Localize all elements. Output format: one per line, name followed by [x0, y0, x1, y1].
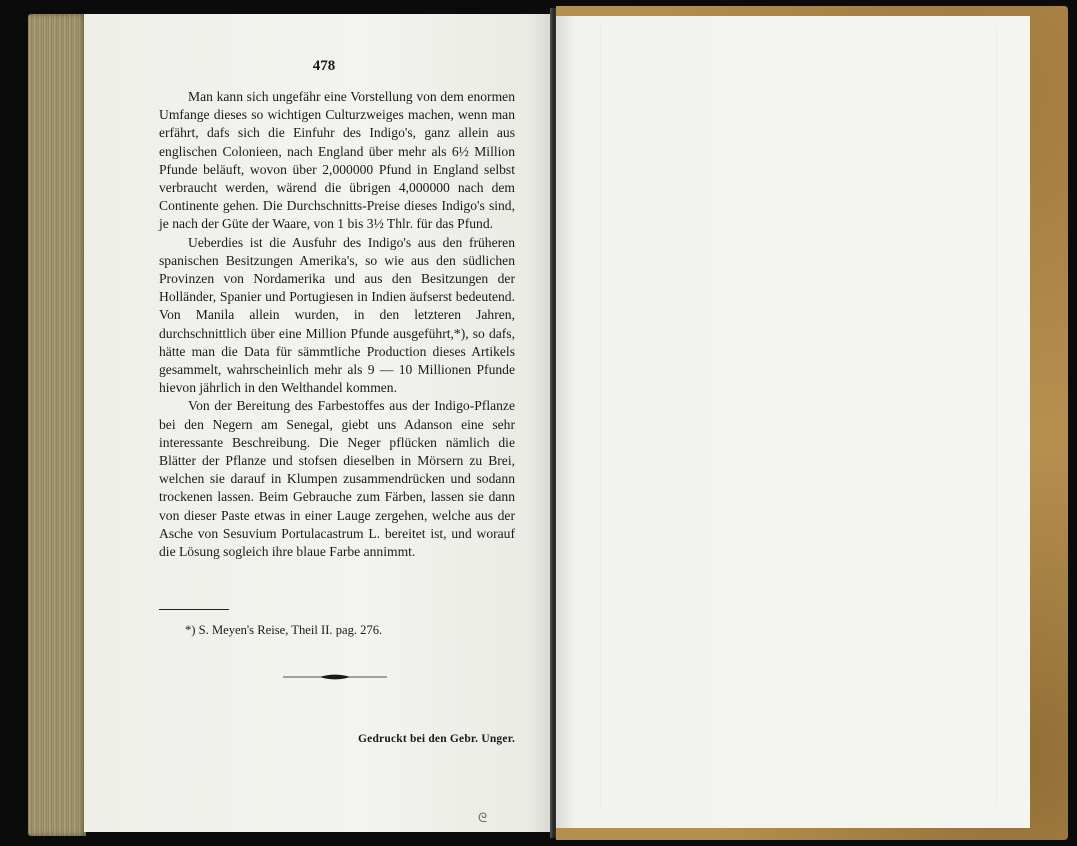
paragraph-2: Ueberdies ist die Ausfuhr des Indigo's aus den früheren spanischen Besitzungen Amerika's, so wie aus den südlichen Provinzen von Nordamerika und aus den Besitzungen der Holländer, Spanier und Portugiesen in Indien äufserst bedeutend. Von Manila allein wurden, in den letzteren Jahren, durchschnittlich über eine Million Pfunde ausgeführt,*), so dafs, hätte man die Data für sämmtliche Production dieses Artikels gesammelt, wahrscheinlich mehr als 9 — 10 Millionen Pfunde hievon jährlich in den Welthandel kommen.: [159, 234, 515, 396]
page-number: [84, 58, 552, 75]
paragraph-3: Von der Bereitung des Farbestoffes aus der Indigo-Pflanze bei den Negern am Senegal, giebt uns Adanson eine sehr interessante Beschreibung. Die Neger pflücken nämlich die Blätter der Pflanze und stofsen dieselben in Mörsern zu Brei, welchen sie darauf in Klumpen zusammendrücken und sodann trockenen lassen. Beim Gebrauche zum Färben, lassen sie dann von dieser Paste etwas in einer Lauge zergehen, welche aus der Asche von Sesuvium Portulacastrum L. bereitet ist, und worauf die Lösung sogleich ihre blaue Farbe annimmt.: [159, 398, 515, 560]
footnote-rule: [159, 609, 229, 610]
margin-mark: ᘓ: [478, 810, 488, 825]
footnote: *) S. Meyen's Reise, Theil II. pag. 276.: [185, 623, 383, 637]
printer-imprint: Gedruckt bei den Gebr. Unger.: [358, 733, 516, 745]
paragraph-1: Man kann sich ungefähr eine Vorstellung von dem enormen Umfange dieses so wichtigen Culturzweiges machen, wenn man erfährt, dafs sich die Einfuhr des Indigo's, ganz allein aus englischen Colonieen, nach England über mehr als 6½ Million Pfunde beläuft, wovon über 2,000000 Pfund in England selbst verbraucht werden, wärend die übrigen 4,000000 nach dem Continente gehen. Die Durchschnitts-Preise dieses Indigo's sind, je nach der Güte der Waare, von 1 bis 3½ Thlr. für das Pfund.: [159, 89, 515, 232]
page-number-text: 478: [312, 58, 336, 74]
bleed-through-area: [600, 26, 997, 806]
right-page-blank: [556, 16, 1030, 828]
body-text: [159, 88, 515, 561]
ornamental-divider: [283, 672, 387, 682]
page-edges: [28, 14, 86, 836]
